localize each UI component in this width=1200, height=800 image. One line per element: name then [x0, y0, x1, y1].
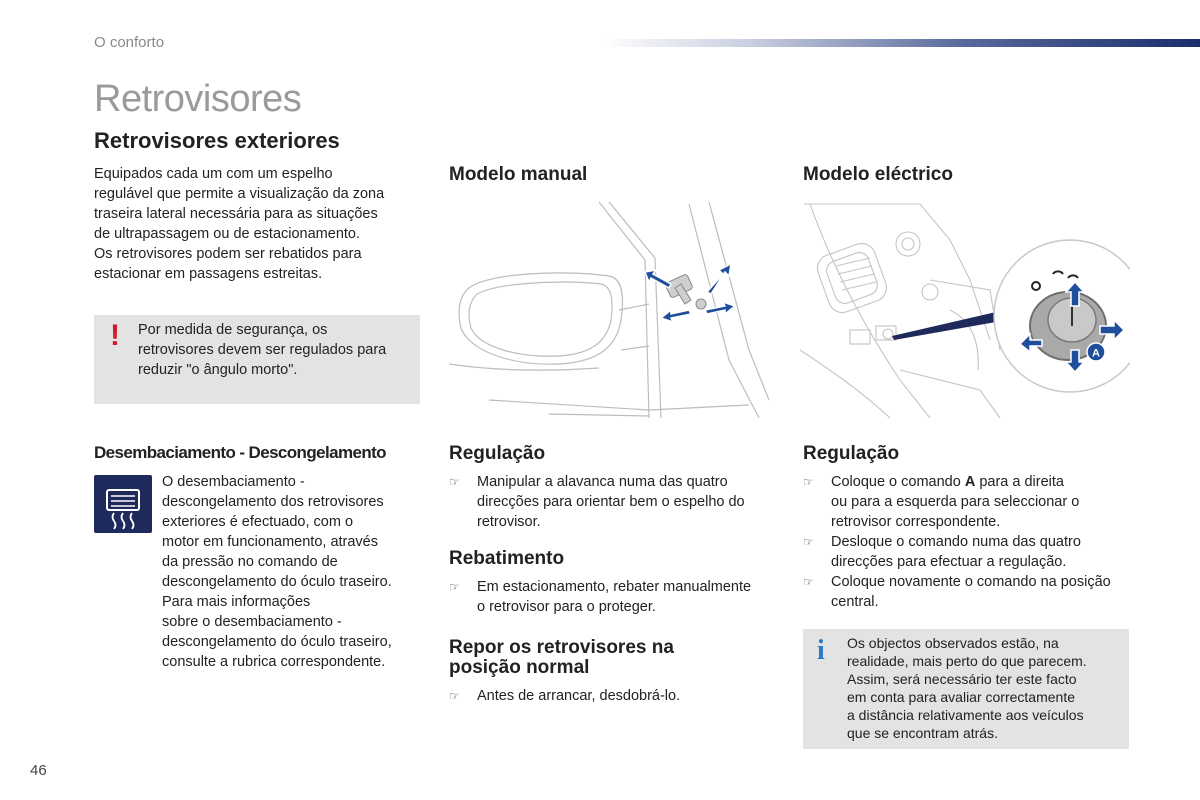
pointing-hand-icon: ☞ — [803, 535, 814, 549]
list-item — [449, 577, 779, 617]
list-item — [803, 572, 1143, 612]
list-item — [449, 472, 779, 532]
repor-heading-line: posição normal — [449, 657, 590, 678]
pointing-hand-icon: ☞ — [449, 580, 460, 594]
item-line: Manipular a alavanca numa das quatro — [477, 474, 728, 490]
section-heading-exterior: Retrovisores exteriores — [94, 128, 340, 153]
warning-line: retrovisores devem ser regulados para — [138, 342, 387, 358]
info-text — [847, 634, 1125, 742]
intro-line: de ultrapassagem ou de estacionamento. — [94, 226, 361, 242]
list-item — [449, 686, 779, 706]
list-item — [803, 472, 1143, 532]
warning-line: Por medida de segurança, os — [138, 322, 328, 338]
header-gradient-bar — [600, 39, 1200, 47]
info-line: a distância relativamente aos veículos — [847, 707, 1084, 723]
list-item — [803, 532, 1143, 572]
rear-defrost-icon — [94, 475, 152, 533]
electric-regulacao-heading: Regulação — [803, 443, 900, 464]
pointing-hand-icon: ☞ — [803, 575, 814, 589]
warning-text — [138, 320, 410, 380]
defrost-heading: Desembaciamento - Descongelamento — [94, 443, 386, 462]
item-line: direcções para efectuar a regulação. — [831, 554, 1067, 570]
item-line: Antes de arrancar, desdobrá-lo. — [477, 688, 681, 704]
info-line: realidade, mais perto do que parecem. — [847, 653, 1087, 669]
info-note-box — [803, 629, 1129, 749]
repor-list — [449, 686, 779, 706]
item-line: direcções para orientar bem o espelho do — [477, 494, 745, 510]
warning-line: reduzir "o ângulo morto". — [138, 362, 298, 378]
pointing-hand-icon: ☞ — [803, 475, 814, 489]
item-line: Coloque novamente o comando na posição — [831, 574, 1111, 590]
section-label: O conforto — [94, 34, 165, 51]
manual-mirror-illustration — [449, 200, 769, 420]
electric-control-illustration — [800, 200, 1130, 420]
rebatimento-heading: Rebatimento — [449, 548, 565, 569]
item-line: retrovisor. — [477, 514, 541, 530]
repor-heading-line: Repor os retrovisores na — [449, 637, 674, 658]
defrost-line: Para mais informações — [162, 594, 311, 610]
electric-model-heading: Modelo eléctrico — [803, 164, 953, 185]
item-line: Desloque o comando numa das quatro — [831, 534, 1081, 550]
intro-line: estacionar em passagens estreitas. — [94, 266, 323, 282]
manual-regulacao-list — [449, 472, 779, 532]
info-icon: i — [817, 635, 825, 666]
repor-heading — [449, 638, 674, 678]
item-line: retrovisor correspondente. — [831, 514, 1001, 530]
defrost-line: consulte a rubrica correspondente. — [162, 654, 386, 670]
item-line: o retrovisor para o proteger. — [477, 599, 656, 615]
defrost-line: exteriores é efectuado, com o — [162, 514, 354, 530]
text-run: para a direita — [975, 474, 1064, 490]
item-line: central. — [831, 594, 879, 610]
defrost-line: motor em funcionamento, através — [162, 534, 378, 550]
info-line: em conta para avaliar correctamente — [847, 689, 1075, 705]
defrost-line: descongelamento dos retrovisores — [162, 494, 384, 510]
defrost-line: descongelamento do óculo traseiro, — [162, 634, 392, 650]
mirror-control-knob — [994, 240, 1130, 392]
intro-line: Os retrovisores podem ser rebatidos para — [94, 246, 362, 262]
page-number: 46 — [30, 762, 47, 779]
control-label-a: A — [1092, 347, 1100, 360]
text-run: Coloque o comando — [831, 474, 965, 490]
intro-paragraph — [94, 164, 424, 284]
item-line: ou para a esquerda para seleccionar o — [831, 494, 1080, 510]
intro-line: regulável que permite a visualização da zona — [94, 186, 385, 202]
intro-line: Equipados cada um com um espelho — [94, 166, 333, 182]
info-line: Os objectos observados estão, na — [847, 635, 1059, 651]
manual-regulacao-heading: Regulação — [449, 443, 546, 464]
info-line: que se encontram atrás. — [847, 725, 998, 741]
defrost-line: sobre o desembaciamento - — [162, 614, 342, 630]
manual-model-heading: Modelo manual — [449, 164, 588, 185]
command-a-label: A — [964, 474, 976, 490]
page-title: Retrovisores — [94, 78, 302, 120]
exclamation-icon: ! — [110, 319, 120, 352]
info-line: Assim, será necessário ter este facto — [847, 671, 1077, 687]
safety-warning-box — [94, 315, 420, 404]
rebatimento-list — [449, 577, 779, 617]
intro-line: traseira lateral necessária para as situações — [94, 206, 378, 222]
pointing-hand-icon: ☞ — [449, 689, 460, 703]
defrost-text — [162, 472, 424, 672]
electric-regulacao-list — [803, 472, 1143, 612]
item-line — [831, 472, 1143, 492]
pointing-hand-icon: ☞ — [449, 475, 460, 489]
item-line: Em estacionamento, rebater manualmente — [477, 579, 752, 595]
defrost-line: da pressão no comando de — [162, 554, 338, 570]
defrost-line: descongelamento do óculo traseiro. — [162, 574, 392, 590]
defrost-line: O desembaciamento - — [162, 474, 305, 490]
